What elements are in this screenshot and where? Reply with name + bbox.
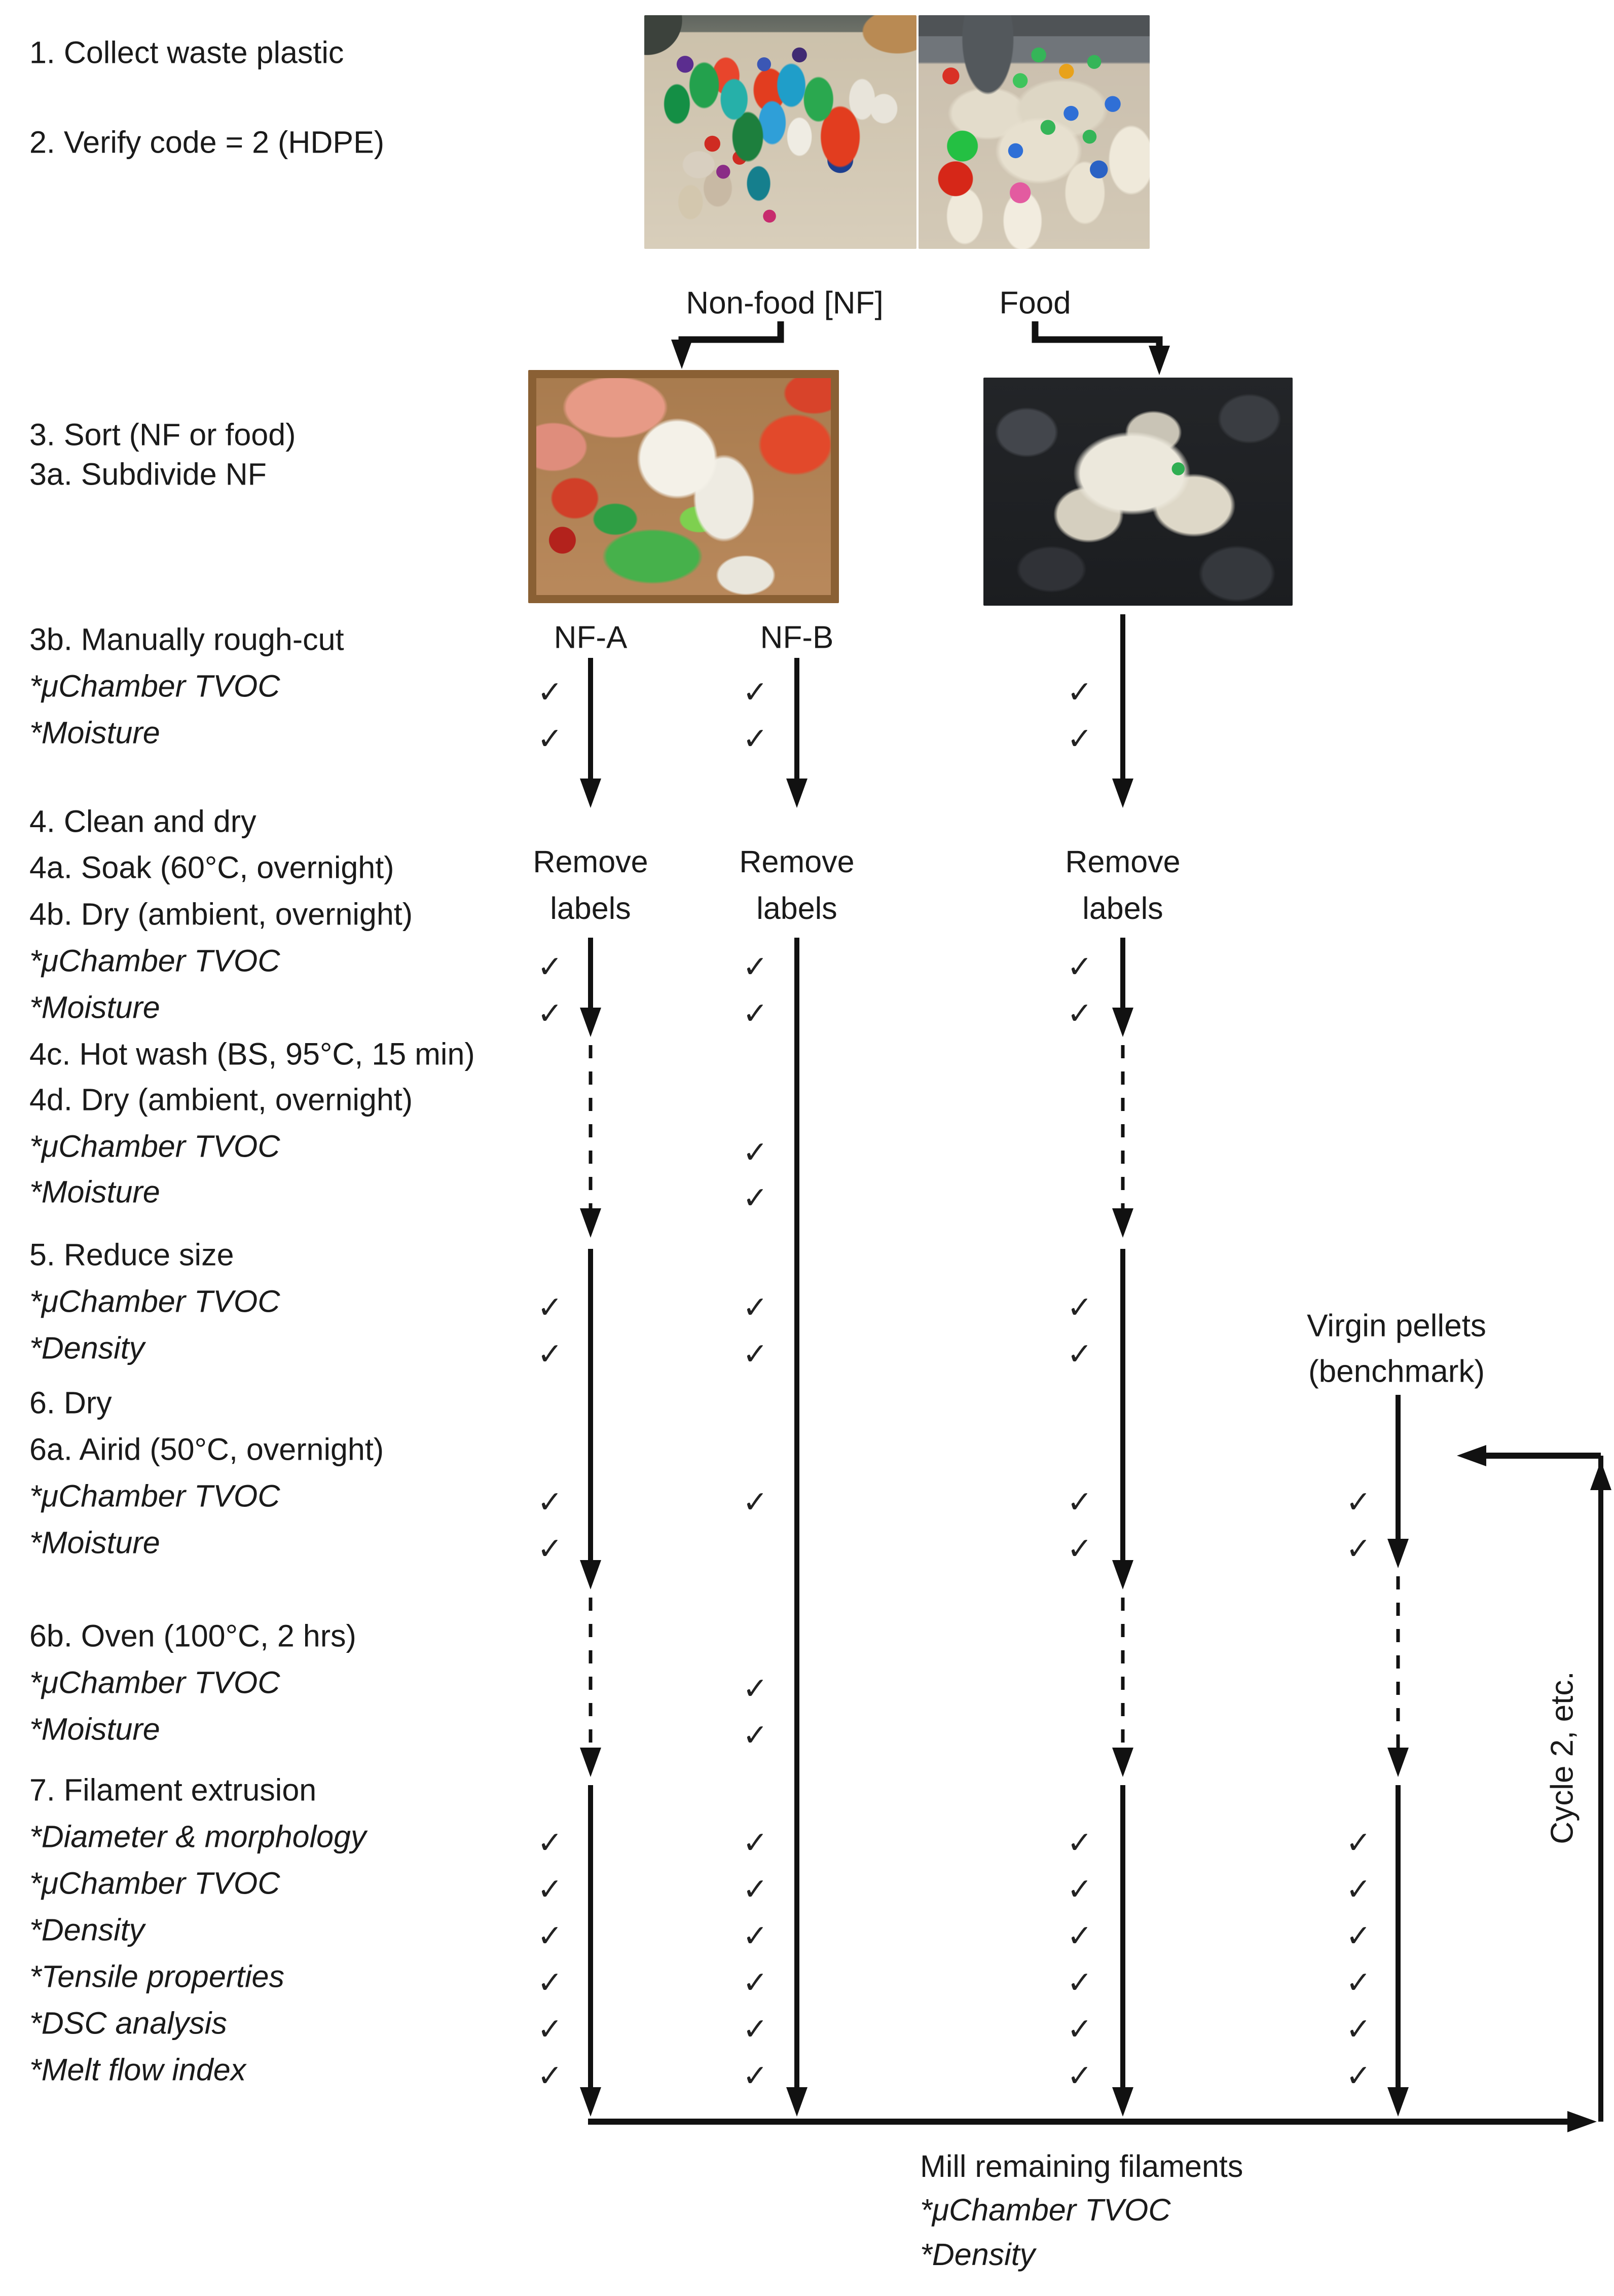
check-m6a_moist-nfa: ✓: [537, 1531, 563, 1567]
check-m7_dsc-food: ✓: [1067, 2012, 1093, 2047]
step-s6b: 6b. Oven (100°C, 2 hrs): [29, 1618, 356, 1653]
check-m4ab_moist-nfb: ✓: [742, 996, 768, 1031]
check-m6b_moist-nfb: ✓: [742, 1718, 768, 1753]
flow-virgin-extrude: [1387, 1785, 1409, 2117]
check-m7_dsc-nfb: ✓: [742, 2012, 768, 2047]
step-m6b_tvoc: *μChamber TVOC: [29, 1665, 280, 1700]
remove-labels-nfa-line2: labels: [550, 891, 631, 925]
step-m3b_moist: *Moisture: [29, 715, 160, 750]
check-m6a_moist-virgin: ✓: [1345, 1531, 1372, 1567]
remove-labels-food-line1: Remove: [1065, 844, 1181, 879]
check-m7_tens-nfa: ✓: [537, 1965, 563, 2001]
check-m3b_moist-nfb: ✓: [742, 721, 768, 757]
check-m3b_tvoc-nfa: ✓: [537, 675, 563, 710]
cycle-return-up-head: [1590, 1461, 1611, 1490]
step-m5_dens: *Density: [29, 1330, 145, 1365]
check-m7_tens-nfb: ✓: [742, 1965, 768, 2001]
mill-note-line3: *Density: [920, 2237, 1036, 2272]
step-m4ab_tvoc: *μChamber TVOC: [29, 943, 280, 978]
check-m5_dens-food: ✓: [1067, 1337, 1093, 1372]
check-m7_dens-virgin: ✓: [1345, 1918, 1372, 1954]
step-s3b: 3b. Manually rough-cut: [29, 622, 344, 657]
mill-note-line1: Mill remaining filaments: [920, 2149, 1243, 2183]
remove-labels-nfb-line2: labels: [756, 891, 837, 925]
check-m5_dens-nfa: ✓: [537, 1337, 563, 1372]
check-m4ab_tvoc-food: ✓: [1067, 949, 1093, 985]
check-m7_diam-nfb: ✓: [742, 1825, 768, 1861]
check-m3b_tvoc-nfb: ✓: [742, 675, 768, 710]
check-m7_dens-nfa: ✓: [537, 1918, 563, 1954]
check-m7_dsc-nfa: ✓: [537, 2012, 563, 2047]
elbow-arrow-nonfood: [671, 321, 781, 369]
check-m6a_moist-food: ✓: [1067, 1531, 1093, 1567]
step-s7: 7. Filament extrusion: [29, 1772, 317, 1807]
check-m6b_tvoc-nfb: ✓: [742, 1671, 768, 1707]
step-s6: 6. Dry: [29, 1385, 112, 1420]
step-s4a: 4a. Soak (60°C, overnight): [29, 850, 394, 885]
step-m3b_tvoc: *μChamber TVOC: [29, 669, 280, 703]
check-m6a_tvoc-food: ✓: [1067, 1485, 1093, 1520]
flow-nfb-full: [786, 938, 808, 2117]
virgin-pellets-label-line2: (benchmark): [1308, 1354, 1485, 1389]
cycle-note: Cycle 2, etc.: [1545, 1671, 1580, 1844]
step-s1: 1. Collect waste plastic: [29, 35, 344, 70]
check-m7_diam-virgin: ✓: [1345, 1825, 1372, 1861]
check-m6a_tvoc-nfa: ✓: [537, 1485, 563, 1520]
step-m6a_tvoc: *μChamber TVOC: [29, 1478, 280, 1513]
check-m5_tvoc-nfa: ✓: [537, 1290, 563, 1325]
column-label-nfa: NF-A: [554, 620, 628, 655]
check-m5_tvoc-food: ✓: [1067, 1290, 1093, 1325]
check-m7_dens-food: ✓: [1067, 1918, 1093, 1954]
step-s2: 2. Verify code = 2 (HDPE): [29, 125, 385, 160]
check-m7_mfi-food: ✓: [1067, 2058, 1093, 2094]
check-m4cd_moist-nfb: ✓: [742, 1180, 768, 1216]
flow-nfa-roughcut: [580, 658, 601, 808]
branch-label-nonfood: Non-food [NF]: [686, 285, 884, 321]
check-m7_mfi-nfa: ✓: [537, 2058, 563, 2094]
step-s4b: 4b. Dry (ambient, overnight): [29, 897, 413, 932]
check-m7_dsc-virgin: ✓: [1345, 2012, 1372, 2047]
flow-food-clean: [1112, 938, 1133, 1037]
check-m5_dens-nfb: ✓: [742, 1337, 768, 1372]
check-m7_tvoc-nfa: ✓: [537, 1872, 563, 1907]
photo-food-roughcut-bag: [983, 378, 1293, 606]
check-m5_tvoc-nfb: ✓: [742, 1290, 768, 1325]
flow-food-skip-hotwash: [1112, 1045, 1133, 1238]
flow-nfa-skip-hotwash: [580, 1045, 601, 1238]
step-s3a: 3a. Subdivide NF: [29, 457, 267, 492]
check-m4ab_moist-food: ✓: [1067, 996, 1093, 1031]
check-m7_tvoc-food: ✓: [1067, 1872, 1093, 1907]
step-s5: 5. Reduce size: [29, 1237, 234, 1272]
step-s3: 3. Sort (NF or food): [29, 417, 296, 452]
flow-virgin-skip-oven: [1387, 1576, 1409, 1777]
cycle-return-top: [1457, 1445, 1601, 1466]
remove-labels-food-line2: labels: [1082, 891, 1163, 925]
photo-nonfood-bottles: [644, 15, 916, 249]
check-m6a_tvoc-virgin: ✓: [1345, 1485, 1372, 1520]
check-m7_mfi-nfb: ✓: [742, 2058, 768, 2094]
flow-food-roughcut: [1112, 614, 1133, 808]
flow-nfa-skip-oven: [580, 1598, 601, 1777]
check-m7_tvoc-nfb: ✓: [742, 1872, 768, 1907]
column-label-nfb: NF-B: [760, 620, 834, 655]
step-m7_dsc: *DSC analysis: [29, 2006, 227, 2041]
step-s4: 4. Clean and dry: [29, 804, 256, 839]
check-m6a_tvoc-nfb: ✓: [742, 1485, 768, 1520]
check-m7_diam-nfa: ✓: [537, 1825, 563, 1861]
step-m4cd_moist: *Moisture: [29, 1174, 160, 1209]
flow-nfb-roughcut: [786, 658, 808, 808]
step-m7_tens: *Tensile properties: [29, 1959, 284, 1994]
step-m7_dens: *Density: [29, 1912, 145, 1947]
step-m6a_moist: *Moisture: [29, 1525, 160, 1560]
flow-food-skip-oven: [1112, 1598, 1133, 1777]
check-m3b_moist-nfa: ✓: [537, 721, 563, 757]
flow-nfa-reduce-dry: [580, 1249, 601, 1589]
step-s4d: 4d. Dry (ambient, overnight): [29, 1082, 413, 1117]
step-m7_tvoc: *μChamber TVOC: [29, 1866, 280, 1901]
step-m4ab_moist: *Moisture: [29, 990, 160, 1025]
check-m7_diam-food: ✓: [1067, 1825, 1093, 1861]
flow-food-extrude: [1112, 1785, 1133, 2117]
mill-note-line2: *μChamber TVOC: [920, 2193, 1171, 2227]
remove-labels-nfb-line1: Remove: [739, 844, 855, 879]
check-m7_tens-virgin: ✓: [1345, 1965, 1372, 2001]
step-m4cd_tvoc: *μChamber TVOC: [29, 1129, 280, 1164]
flow-nfa-clean: [580, 938, 601, 1037]
flow-nfa-extrude: [580, 1785, 601, 2117]
check-m7_tens-food: ✓: [1067, 1965, 1093, 2001]
check-m4ab_tvoc-nfb: ✓: [742, 949, 768, 985]
elbow-arrow-food: [1035, 321, 1170, 375]
remove-labels-nfa-line1: Remove: [533, 844, 648, 879]
branch-label-food: Food: [999, 285, 1071, 321]
photo-nonfood-roughcut-box: [528, 370, 839, 603]
step-m6b_moist: *Moisture: [29, 1712, 160, 1747]
check-m4ab_tvoc-nfa: ✓: [537, 949, 563, 985]
step-s4c: 4c. Hot wash (BS, 95°C, 15 min): [29, 1036, 475, 1071]
check-m3b_moist-food: ✓: [1067, 721, 1093, 757]
check-m3b_tvoc-food: ✓: [1067, 675, 1093, 710]
flow-virgin-dry: [1387, 1395, 1409, 1568]
virgin-pellets-label-line1: Virgin pellets: [1307, 1308, 1486, 1344]
step-s6a: 6a. Airid (50°C, overnight): [29, 1432, 384, 1467]
check-m4ab_moist-nfa: ✓: [537, 996, 563, 1031]
step-m7_diam: *Diameter & morphology: [29, 1819, 366, 1854]
check-m4cd_tvoc-nfb: ✓: [742, 1135, 768, 1170]
photo-food-jugs: [919, 15, 1150, 249]
check-m7_tvoc-virgin: ✓: [1345, 1872, 1372, 1907]
check-m7_dens-nfb: ✓: [742, 1918, 768, 1954]
mill-collector-line: [588, 2111, 1597, 2132]
check-m7_mfi-virgin: ✓: [1345, 2058, 1372, 2094]
flow-food-reduce-dry: [1112, 1249, 1133, 1589]
step-m5_tvoc: *μChamber TVOC: [29, 1284, 280, 1319]
step-m7_mfi: *Melt flow index: [29, 2052, 246, 2087]
